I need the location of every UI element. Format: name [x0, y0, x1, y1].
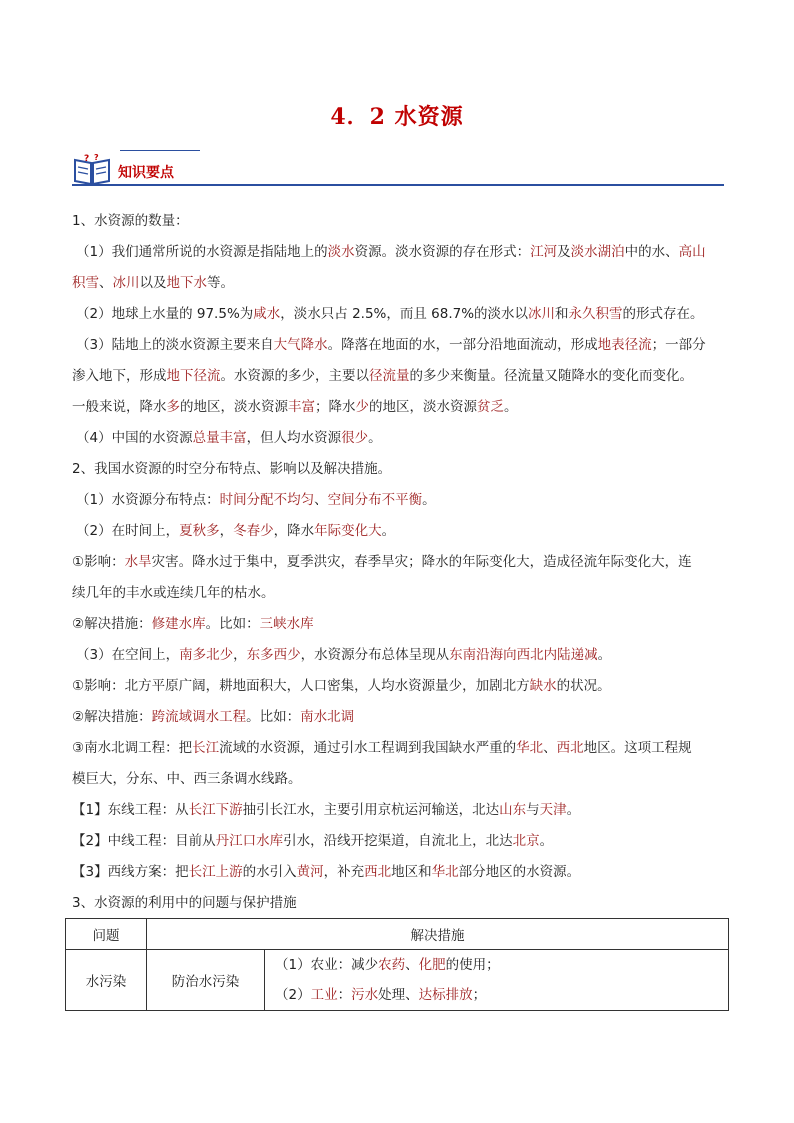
paragraph-line: （3）陆地上的淡水资源主要来自大气降水。降落在地面的水，一部分沿地面流动，形成地表径流；一部分 [76, 337, 706, 353]
paragraph-line: （3）在空间上，南多北少，东多西少，水资源分布总体呈现从东南沿海向西北内陆递减。 [76, 647, 612, 663]
header-accent-line [120, 150, 200, 151]
heading-3: 3、水资源的利用中的问题与保护措施 [72, 895, 297, 911]
paragraph-line: （2）地球上水量的 97.5%为咸水，淡水只占 2.5%，而且 68.7%的淡水以冰川和永久积雪的形式存在。 [76, 306, 704, 322]
table-cell-measure: （1）农业：减少农药、化肥的使用； [265, 950, 729, 981]
measures-table [65, 918, 729, 1011]
svg-text:?: ? [94, 153, 99, 162]
paragraph-line: （4）中国的水资源总量丰富，但人均水资源很少。 [76, 430, 382, 446]
section-rule [72, 184, 724, 186]
paragraph-line: （2）在时间上，夏秋多，冬春少，降水年际变化大。 [76, 523, 396, 539]
paragraph-line: 模巨大，分东、中、西三条调水线路。 [72, 771, 302, 787]
paragraph-line: ①影响：水旱灾害。降水过于集中，夏季洪灾，春季旱灾；降水的年际变化大，造成径流年际变化大，连 [72, 554, 692, 570]
svg-text:?: ? [84, 154, 90, 164]
section-label: 知识要点 [118, 165, 174, 181]
paragraph-line: 一般来说，降水多的地区，淡水资源丰富；降水少的地区，淡水资源贫乏。 [72, 399, 518, 415]
heading-2: 2、我国水资源的时空分布特点、影响以及解决措施。 [72, 461, 392, 477]
paragraph-line: 积雪、冰川以及地下水等。 [72, 275, 234, 291]
paragraph-line: 【3】西线方案：把长江上游的水引入黄河，补充西北地区和华北部分地区的水资源。 [72, 864, 581, 880]
table-cell-measure: （2）工业：污水处理、达标排放； [265, 980, 729, 1011]
paragraph-line: （1）我们通常所说的水资源是指陆地上的淡水资源。淡水资源的存在形式：江河及淡水湖泊中的水、高山 [76, 244, 706, 260]
paragraph-line: ②解决措施：跨流域调水工程。比如：南水北调 [72, 709, 355, 725]
book-icon [72, 152, 112, 186]
table-header-cell: 解决措施 [147, 919, 729, 950]
page-title: 4．2 水资源 [330, 104, 464, 130]
paragraph-line: （1）水资源分布特点：时间分配不均匀、空间分布不平衡。 [76, 492, 436, 508]
paragraph-line: ③南水北调工程：把长江流域的水资源，通过引水工程调到我国缺水严重的华北、西北地区。这项工程规 [72, 740, 692, 756]
paragraph-line: ②解决措施：修建水库。比如：三峡水库 [72, 616, 314, 632]
table-header-row [66, 919, 729, 950]
table-header-cell: 问题 [66, 919, 147, 950]
table-cell-category: 防治水污染 [147, 950, 265, 1011]
paragraph-line: 【1】东线工程：从长江下游抽引长江水，主要引用京杭运河输送，北达山东与天津。 [72, 802, 581, 818]
heading-1: 1、水资源的数量： [72, 213, 189, 229]
paragraph-line: 续几年的丰水或连续几年的枯水。 [72, 585, 275, 601]
content-body [72, 206, 724, 919]
paragraph-line: 渗入地下，形成地下径流。水资源的多少，主要以径流量的多少来衡量。径流量又随降水的变化而变化。 [72, 368, 693, 384]
paragraph-line: 【2】中线工程：目前从丹江口水库引水，沿线开挖渠道，自流北上，北达北京。 [72, 833, 554, 849]
table-row [66, 950, 729, 981]
table-cell-problem: 水污染 [66, 950, 147, 1011]
paragraph-line: ①影响：北方平原广阔，耕地面积大，人口密集，人均水资源量少，加剧北方缺水的状况。 [72, 678, 611, 694]
